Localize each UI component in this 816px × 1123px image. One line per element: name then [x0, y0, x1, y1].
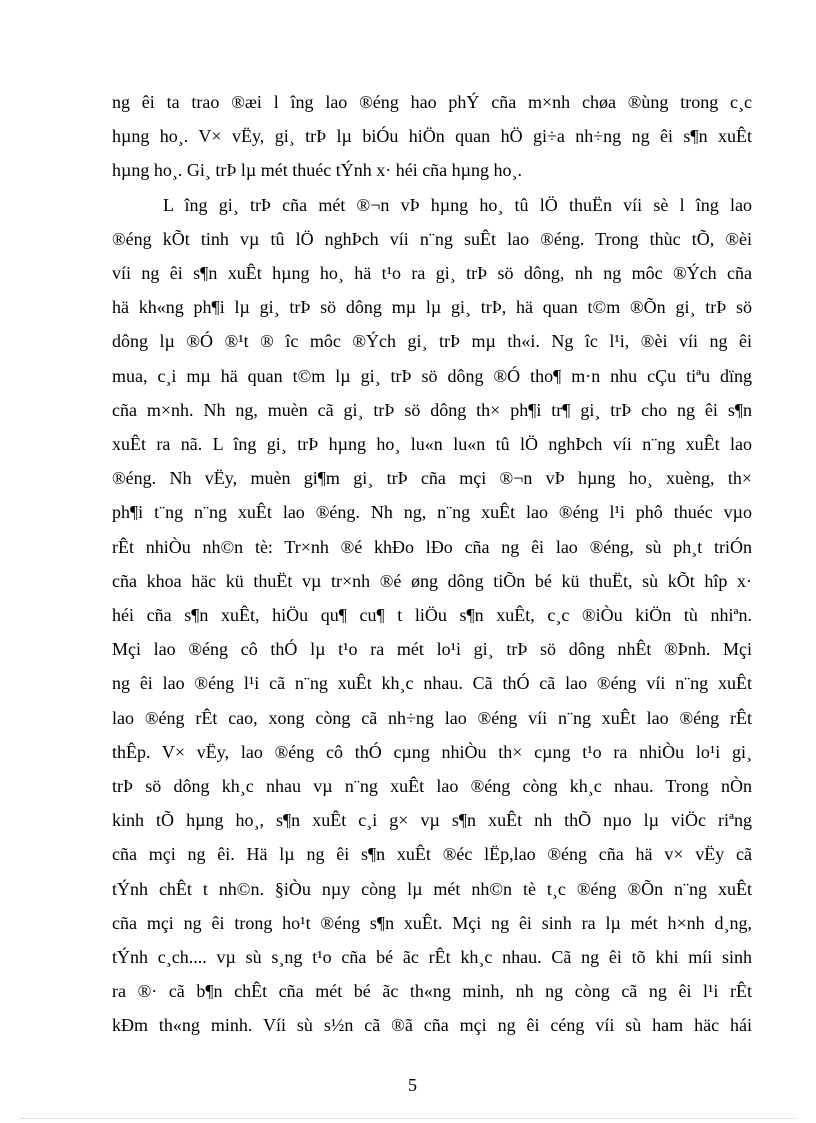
body-text-line: víi ng êi s¶n xuÊt hµng ho¸ hä t¹o ra gi¸ trÞ sö dông, nh ng môc ®Ých cña — [112, 263, 752, 283]
body-text-line: mua, c¸i mµ hä quan t©m lµ gi¸ trÞ sö dông ®Ó tho¶ m·n nhu cÇu tiªu dïng — [112, 366, 752, 386]
body-text-line: ph¶i t¨ng n¨ng xuÊt lao ®éng. Nh ng, n¨ng xuÊt lao ®éng l¹i phô thuéc vµo — [112, 502, 752, 522]
body-text-line: cña khoa häc kü thuËt vµ tr×nh ®é øng dông tiÕn bé kü thuËt, sù kÕt hîp x· — [112, 571, 752, 591]
body-text-line: ®éng kÕt tinh vµ tû lÖ nghÞch víi n¨ng suÊt lao ®éng. Trong thùc tÕ, ®èi — [112, 229, 752, 249]
body-text-line: dông lµ ®Ó ®¹t ® îc môc ®Ých gi¸ trÞ mµ th«i. Ng îc l¹i, ®èi víi ng êi — [112, 331, 752, 351]
body-text-line: cña mçi ng êi. Hä lµ ng êi s¶n xuÊt ®éc lËp,lao ®éng cña hä v× vËy cã — [112, 844, 752, 864]
body-text-line: ®éng. Nh vËy, muèn gi¶m gi¸ trÞ cña mçi ®¬n vÞ hµng ho¸ xuèng, th× — [112, 468, 752, 488]
body-text-line: xuÊt ra nã. L îng gi¸ trÞ hµng ho¸ lu«n lu«n tû lÖ nghÞch víi n¨ng xuÊt lao — [112, 434, 752, 454]
body-text-line: hä kh«ng ph¶i lµ gi¸ trÞ sö dông mµ lµ gi¸ trÞ, hä quan t©m ®Õn gi¸ trÞ sö — [112, 297, 752, 317]
page-bottom-divider — [20, 1118, 796, 1119]
body-text-line: kÐm th«ng minh. Víi sù s½n cã ®ã cña mçi ng êi céng víi sù ham häc hái — [112, 1015, 752, 1035]
body-text-line: hµng ho¸. Gi¸ trÞ lµ mét thuéc tÝnh x· héi cña hµng ho¸. — [112, 160, 523, 180]
body-text-line: cña m×nh. Nh ng, muèn cã gi¸ trÞ sö dông th× ph¶i tr¶ gi¸ trÞ cho ng êi s¶n — [112, 400, 752, 420]
body-text-line: tÝnh c¸ch.... vµ sù s¸ng t¹o cña bé ãc rÊt kh¸c nhau. Cã ng êi tõ khi míi sinh — [112, 947, 752, 967]
body-text-line: rÊt nhiÒu nh©n tè: Tr×nh ®é khÐo lÐo cña ng êi lao ®éng, sù ph¸t triÓn — [112, 537, 752, 557]
body-text-line: Mçi lao ®éng cô thÓ lµ t¹o ra mét lo¹i gi¸ trÞ sö dông nhÊt ®Þnh. Mçi — [112, 639, 752, 659]
body-text-line: ng êi lao ®éng l¹i cã n¨ng xuÊt kh¸c nhau. Cã thÓ cã lao ®éng víi n¨ng xuÊt — [112, 673, 752, 693]
body-text-line: thÊp. V× vËy, lao ®éng cô thÓ cµng nhiÒu th× cµng t¹o ra nhiÒu lo¹i gi¸ — [112, 742, 752, 762]
body-text-line: ra ®· cã b¶n chÊt cña mét bé ãc th«ng minh, nh ng còng cã ng êi l¹i rÊt — [112, 981, 752, 1001]
body-text-line: hµng ho¸. V× vËy, gi¸ trÞ lµ biÓu hiÖn quan hÖ gi÷a nh÷ng ng êi s¶n xuÊt — [112, 126, 752, 146]
body-text-line: kinh tÕ hµng ho¸, s¶n xuÊt c¸i g× vµ s¶n xuÊt nh thÕ nµo lµ viÖc riªng — [112, 810, 752, 830]
body-text-line: cña mçi ng êi trong ho¹t ®éng s¶n xuÊt. Mçi ng êi sinh ra lµ mét h×nh d¸ng, — [112, 913, 752, 933]
body-text-line: lao ®éng rÊt cao, xong còng cã nh÷ng lao ®éng víi n¨ng xuÊt lao ®éng rÊt — [112, 708, 752, 728]
page-number: 5 — [408, 1075, 417, 1095]
body-text-line: ng êi ta trao ®æi l îng lao ®éng hao phÝ cña m×nh chøa ®ùng trong c¸c — [112, 92, 752, 112]
body-text-line: trÞ sö dông kh¸c nhau vµ n¨ng xuÊt lao ®éng còng kh¸c nhau. Trong nÒn — [112, 776, 752, 796]
body-text-line: héi cña s¶n xuÊt, hiÖu qu¶ cu¶ t liÖu s¶n xuÊt, c¸c ®iÒu kiÖn tù nhiªn. — [112, 605, 752, 625]
body-text-line: tÝnh chÊt t nh©n. §iÒu nµy còng lµ mét nh©n tè t¸c ®éng ®Õn n¨ng xuÊt — [112, 879, 752, 899]
paragraph-first-line: L îng gi¸ trÞ cña mét ®¬n vÞ hµng ho¸ tû lÖ thuËn víi sè l îng lao — [163, 195, 752, 215]
